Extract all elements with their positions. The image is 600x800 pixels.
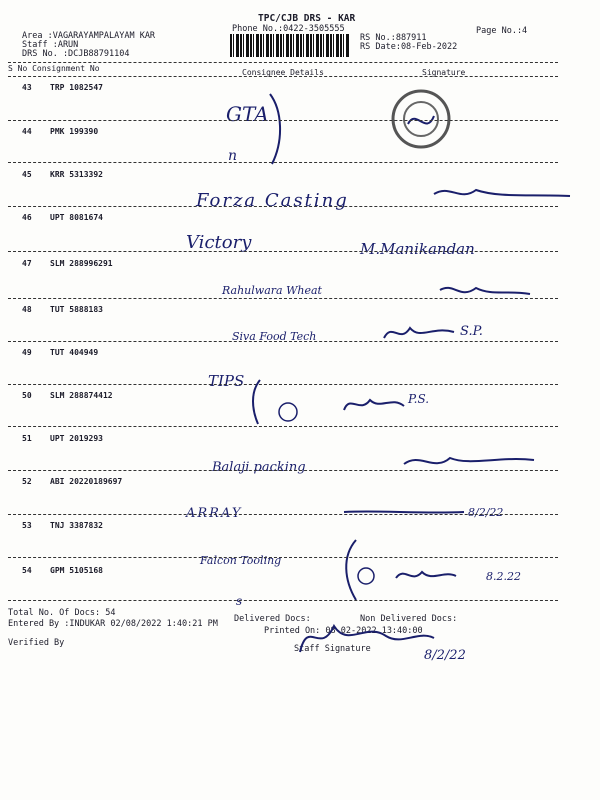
divider [8, 341, 558, 342]
row-serial: 54 [22, 566, 32, 575]
row-serial: 43 [22, 83, 32, 92]
staff-signature-scribble [290, 612, 440, 662]
signature-scribble [436, 280, 536, 304]
divider [8, 62, 558, 63]
column-sno-consignment: S No Consignment No [8, 64, 100, 73]
row-consignee-handwritten: Forza Casting [196, 190, 349, 211]
bracket-mark [244, 376, 314, 432]
row-consignee-handwritten: Victory [186, 232, 252, 253]
page-number: Page No.:4 [476, 26, 528, 36]
divider [8, 206, 558, 207]
rs-number: RS No.:887911 [360, 33, 427, 43]
row-serial: 48 [22, 305, 32, 314]
row-signature-handwritten: S.P. [460, 324, 483, 339]
row-consignment: TUT 5888183 [50, 305, 103, 314]
row-serial: 45 [22, 170, 32, 179]
row-signature-handwritten: 8.2.22 [486, 570, 521, 583]
signature-scribble [392, 564, 462, 588]
sign-date: 8/2/22 [424, 648, 466, 663]
row-consignment: KRR 5313392 [50, 170, 103, 179]
row-consignment: UPT 8081674 [50, 213, 103, 222]
row-consignment: GPM 5105168 [50, 566, 103, 575]
document-title: TPC/CJB DRS - KAR [258, 13, 356, 24]
divider [8, 470, 558, 471]
drs-number: DRS No. :DCJB88791104 [22, 49, 130, 59]
divider [8, 298, 558, 299]
row-serial: 44 [22, 127, 32, 136]
row-consignment: ABI 20220189697 [50, 477, 123, 486]
row-consignment: UPT 2019293 [50, 434, 103, 443]
divider [8, 600, 558, 601]
row-serial: 52 [22, 477, 32, 486]
row-signature-handwritten: P.S. [408, 392, 430, 406]
non-delivered-docs: Non Delivered Docs: [360, 614, 458, 624]
row-consignment: TNJ 3387832 [50, 521, 103, 530]
divider [8, 514, 558, 515]
signature-scribble [380, 318, 460, 348]
row-consignee-handwritten: ARRAY [186, 506, 243, 521]
row-mark: s [236, 594, 243, 608]
barcode [230, 34, 350, 57]
rs-date: RS Date:08-Feb-2022 [360, 42, 458, 52]
row-consignee-handwritten: Falcon Tooling [200, 554, 282, 567]
divider [8, 251, 558, 252]
verified-by: Verified By [8, 638, 65, 648]
column-signature: Signature [422, 68, 466, 77]
printed-on: Printed On: 08-02-2022 13:40:00 [264, 626, 423, 636]
divider [8, 557, 558, 558]
column-consignee-details: Consignee Details [242, 68, 324, 77]
row-signature-handwritten: 8/2/22 [468, 506, 504, 519]
row-consignment: TUT 404949 [50, 348, 99, 357]
row-consignment: PMK 199390 [50, 127, 99, 136]
row-consignee-handwritten: Balaji packing [212, 460, 306, 475]
row-serial: 50 [22, 391, 32, 400]
divider [8, 426, 558, 427]
row-consignment: TRP 1082547 [50, 83, 103, 92]
row-serial: 46 [22, 213, 32, 222]
area-label: Area :VAGARAYAMPALAYAM KAR [22, 31, 156, 41]
row-consignee-handwritten: GTA [226, 102, 269, 126]
divider [8, 162, 558, 163]
bracket-mark [258, 90, 288, 170]
signature-scribble [340, 502, 470, 522]
row-serial: 49 [22, 348, 32, 357]
company-stamp [388, 86, 454, 152]
row-consignee-handwritten: TIPS [208, 372, 245, 390]
bracket-mark [338, 536, 378, 606]
phone-number: Phone No.:0422-3505555 [232, 24, 345, 34]
row-consignee-handwritten: Siva Food Tech [232, 330, 317, 343]
row-consignment: SLM 288874412 [50, 391, 113, 400]
signature-scribble [400, 448, 540, 478]
delivered-docs: Delivered Docs: [234, 614, 311, 624]
row-signature-handwritten: M.Manikandan [360, 240, 475, 258]
total-docs: Total No. Of Docs: 54 [8, 608, 116, 618]
row-serial: 47 [22, 259, 32, 268]
row-consignment: SLM 288996291 [50, 259, 113, 268]
divider [8, 76, 558, 77]
row-serial: 51 [22, 434, 32, 443]
row-consignee-handwritten: Rahulwara Wheat [222, 284, 322, 297]
row-serial: 53 [22, 521, 32, 530]
staff-label: Staff :ARUN [22, 40, 79, 50]
row-mark: n [228, 148, 238, 164]
divider [8, 120, 558, 121]
entered-by: Entered By :INDUKAR 02/08/2022 1:40:21 PM [8, 619, 218, 629]
signature-scribble [340, 390, 410, 420]
staff-signature-label: Staff Signature [294, 644, 371, 654]
